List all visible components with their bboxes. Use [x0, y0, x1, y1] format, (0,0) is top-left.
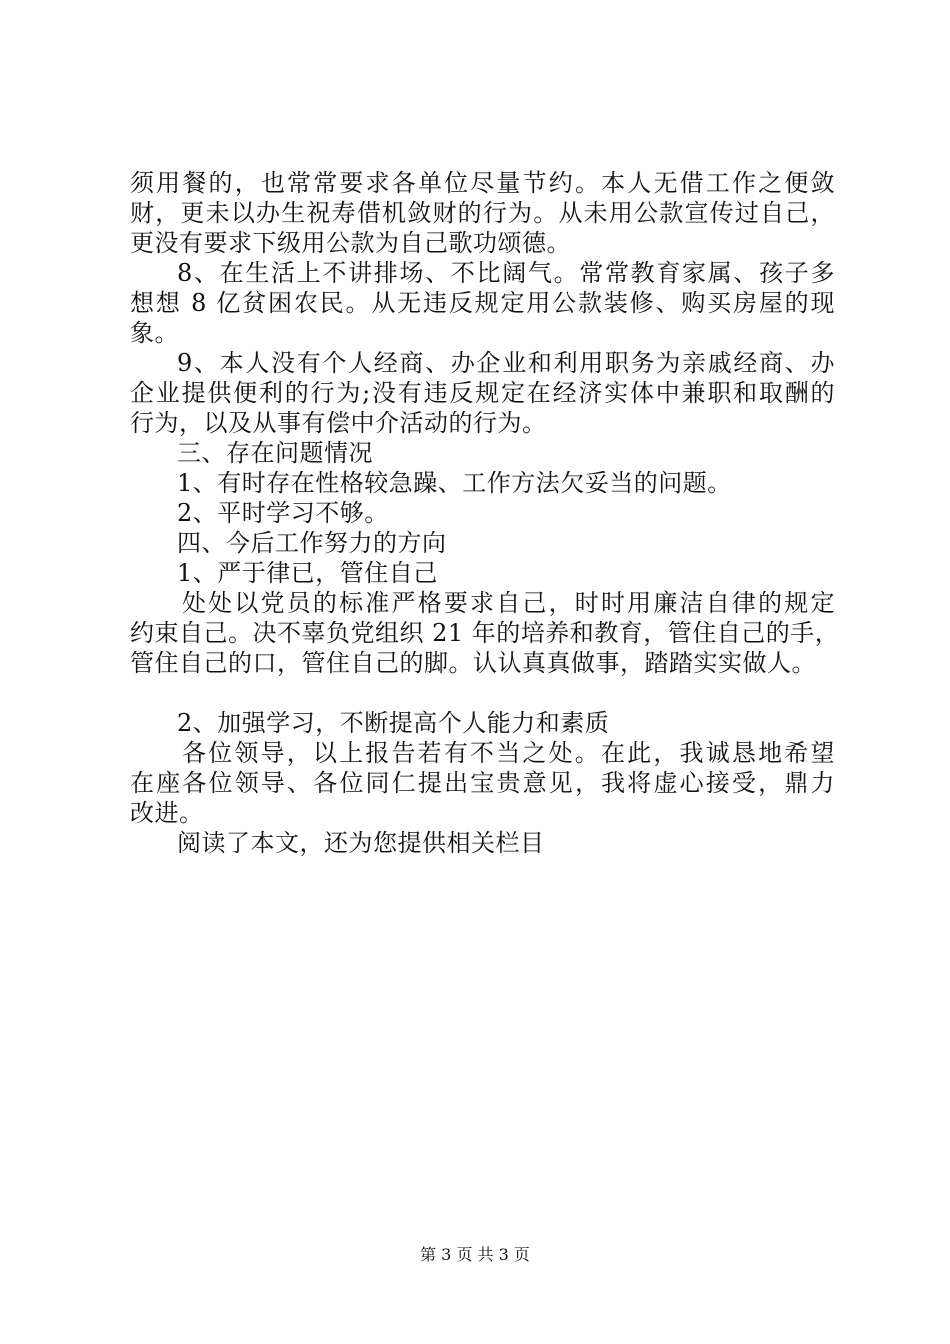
paragraph-line: 象。	[130, 319, 179, 347]
paragraph-line: 管住自己的口，管住自己的脚。认认真真做事，踏踏实实做人。	[130, 649, 816, 677]
blank-line	[130, 678, 835, 708]
section-heading: 三、存在问题情况	[177, 439, 373, 467]
paragraph-line: 1、有时存在性格较急躁、工作方法欠妥当的问题。	[177, 469, 732, 497]
paragraph-line: 财，更未以办生祝寿借机敛财的行为。从未用公款宣传过自己，	[130, 199, 835, 227]
document-body	[130, 168, 840, 858]
subsection-heading: 2、加强学习，不断提高个人能力和素质	[177, 709, 610, 737]
section-heading: 四、今后工作努力的方向	[177, 529, 447, 557]
paragraph-line: 9、本人没有个人经商、办企业和利用职务为亲戚经商、办	[177, 349, 835, 377]
paragraph-line: 2、平时学习不够。	[177, 499, 389, 527]
paragraph-line: 行为，以及从事有偿中介活动的行为。	[130, 409, 547, 437]
subsection-heading: 1、严于律已，管住自己	[177, 559, 438, 587]
paragraph-line: 阅读了本文，还为您提供相关栏目	[177, 829, 545, 857]
paragraph-line: 处处以党员的标准严格要求自己，时时用廉洁自律的规定	[182, 589, 835, 617]
paragraph-line: 在座各位领导、各位同仁提出宝贵意见，我将虚心接受，鼎力	[130, 769, 835, 797]
paragraph-line: 8、在生活上不讲排场、不比阔气。常常教育家属、孩子多	[177, 259, 835, 287]
paragraph-line: 更没有要求下级用公款为自己歌功颂德。	[130, 229, 571, 257]
paragraph-line: 各位领导，以上报告若有不当之处。在此，我诚恳地希望	[182, 739, 835, 767]
paragraph-line: 须用餐的，也常常要求各单位尽量节约。本人无借工作之便敛	[130, 169, 835, 197]
paragraph-line: 企业提供便利的行为;没有违反规定在经济实体中兼职和取酬的	[130, 379, 835, 407]
paragraph-line: 约束自己。决不辜负党组织 21 年的培养和教育，管住自己的手，	[130, 619, 840, 647]
paragraph-line: 改进。	[130, 799, 204, 827]
page-footer: 第 3 页 共 3 页	[420, 1245, 530, 1264]
paragraph-line: 想想 8 亿贫困农民。从无违反规定用公款装修、购买房屋的现	[130, 289, 835, 317]
